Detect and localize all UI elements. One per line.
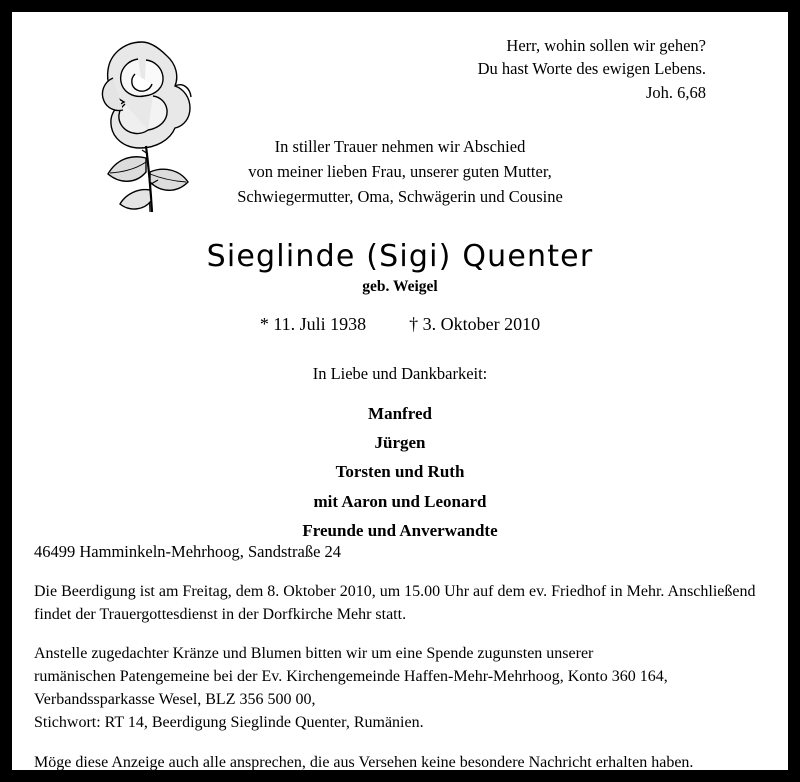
donation-line-3: Verbandssparkasse Wesel, BLZ 356 500 00,: [34, 690, 316, 708]
intro-line-3: Schwiegermutter, Oma, Schwägerin und Cousine: [237, 187, 563, 207]
death-date: † 3. Oktober 2010: [409, 313, 541, 334]
donation-line-1: Anstelle zugedachter Kränze und Blumen bitten wir um eine Spende zugunsten unserer: [34, 645, 594, 663]
quote-line-1: Herr, wohin sollen wir gehen?: [506, 36, 706, 55]
funeral-info: Die Beerdigung ist am Freitag, dem 8. Oktober 2010, um 15.00 Uhr auf dem ev. Friedhof in Mehr. Anschließend findet der Trauergottesdienst in der Dorfkirche Mehr statt.: [34, 583, 756, 624]
list-item: Freunde und Anverwandte: [302, 520, 498, 540]
deceased-block: [12, 240, 788, 335]
list-item: mit Aaron und Leonard: [313, 491, 487, 511]
mourners-lead: In Liebe und Dankbarkeit:: [312, 364, 488, 383]
intro-line-2: von meiner lieben Frau, unserer guten Mutter,: [248, 162, 552, 182]
list-item: Manfred: [368, 404, 432, 423]
obituary-card: [12, 12, 788, 770]
quote-line-2: Du hast Worte des ewigen Lebens.: [477, 59, 706, 79]
deceased-maiden-name: geb. Weigel: [362, 277, 438, 295]
mourners-block: [12, 364, 788, 545]
deceased-name: Sieglinde (Sigi) Quenter: [206, 239, 594, 274]
donation-line-2: rumänischen Patengemeine bei der Ev. Kirchengemeinde Haffen-Mehr-Mehrhoog, Konto 360 164,: [34, 668, 668, 686]
birth-date: * 11. Juli 1938: [259, 313, 367, 334]
closing-note: Möge diese Anzeige auch alle ansprechen, die aus Versehen keine besondere Nachricht erhalten haben.: [34, 754, 694, 772]
life-dates: [12, 314, 788, 335]
bible-quote: [478, 34, 706, 104]
mourners-list: [12, 399, 788, 545]
donation-line-4: Stichwort: RT 14, Beerdigung Sieglinde Quenter, Rumänien.: [34, 713, 424, 731]
details-block: [34, 542, 766, 772]
list-item: Torsten und Ruth: [335, 462, 465, 482]
address-line: 46499 Hamminkeln-Mehrhoog, Sandstraße 24: [34, 542, 342, 561]
intro-text: [12, 134, 788, 209]
list-item: Jürgen: [374, 433, 426, 453]
quote-source: Joh. 6,68: [645, 82, 706, 102]
donation-info: [34, 643, 766, 734]
intro-line-1: In stiller Trauer nehmen wir Abschied: [274, 137, 526, 156]
